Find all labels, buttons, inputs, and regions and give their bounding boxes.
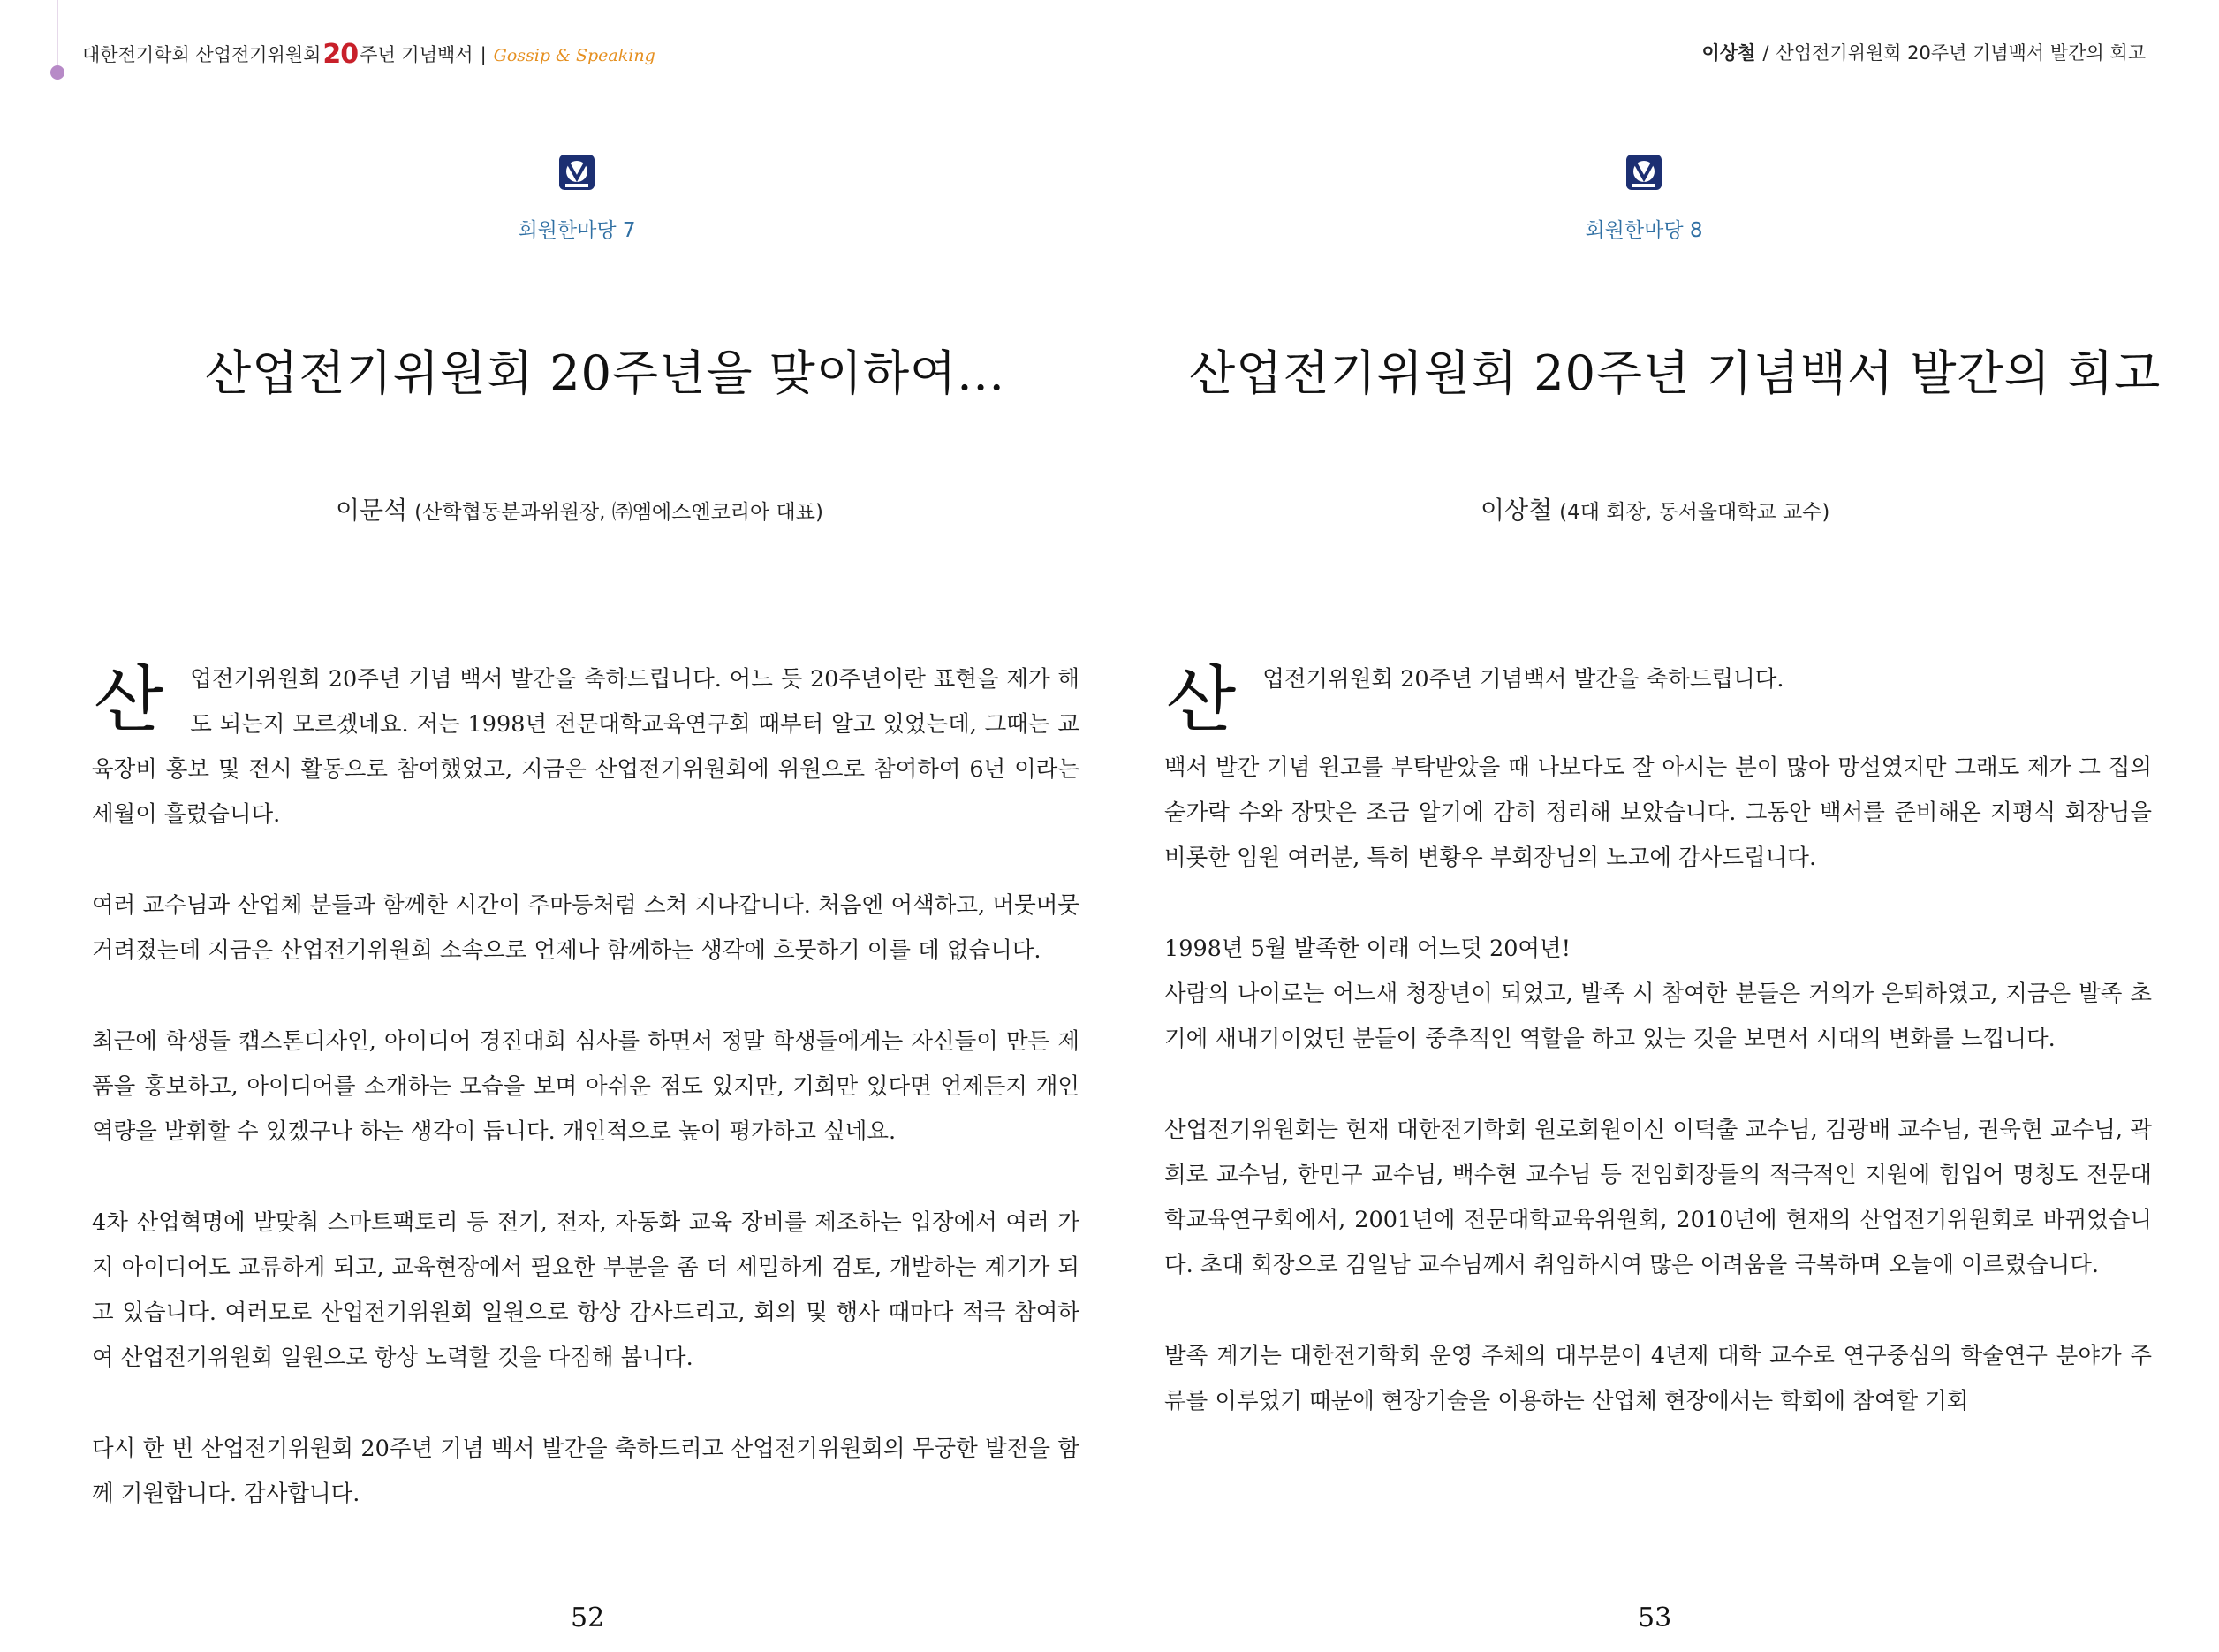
- author-affiliation: (산학협동분과위원장, ㈜엠에스엔코리아 대표): [414, 501, 823, 524]
- paragraph-text: 업전기위원회 20주년 기념백서 발간을 축하드립니다.: [1262, 666, 1784, 693]
- author-affiliation: (4대 회장, 동서울대학교 교수): [1559, 501, 1830, 524]
- paragraph: 여러 교수님과 산업체 분들과 함께한 시간이 주마등처럼 스쳐 지나갑니다. 처음엔 어색하고, 머뭇머뭇 거려졌는데 지금은 산업전기위원회 소속으로 언제나 함께하는 생각에 흐뭇하기 이를 데 없습니다.: [92, 892, 1079, 964]
- author-name: 이문석: [336, 496, 408, 525]
- byline: [1481, 491, 1829, 527]
- header-separator: /: [1762, 42, 1769, 64]
- margin-dot: [50, 65, 64, 80]
- byline: [336, 491, 823, 527]
- paragraph: 최근에 학생들 캡스톤디자인, 아이디어 경진대회 심사를 하면서 정말 학생들에게는 자신들이 만든 제품을 홍보하고, 아이디어를 소개하는 모습을 보며 아쉬운 점도 있지만, 기회만 있다면 언제든지 개인 역량을 발휘할 수 있겠구나 하는 생각이 듭니다. 개인적으로 높이 평가하고 싶네요.: [92, 1028, 1079, 1145]
- running-header: [1701, 39, 2146, 65]
- page-number: 53: [1638, 1603, 1672, 1633]
- header-separator: |: [480, 44, 487, 65]
- header-script-text: Gossip & Speaking: [493, 46, 655, 65]
- society-emblem-icon: [1624, 152, 1664, 193]
- paragraph: 4차 산업혁명에 발맞춰 스마트팩토리 등 전기, 전자, 자동화 교육 장비를 제조하는 입장에서 여러 가지 아이디어도 교류하게 되고, 교육현장에서 필요한 부분을 좀 더 세밀하게 검토, 개발하는 계기가 되고 있습니다. 여러모로 산업전기위원회 일원으로 항상 감사드리고, 회의 및 행사 때마다 적극 참여하여 산업전기위원회 일원으로 항상 노력할 것을 다짐해 봅니다.: [92, 1209, 1079, 1371]
- article-body: [1164, 657, 2152, 1470]
- section-label: 회원한마당 8: [1585, 219, 1703, 242]
- header-author: 이상철: [1701, 42, 1756, 64]
- header-text-post: 주년 기념백서: [360, 44, 473, 65]
- paragraph: 백서 발간 기념 원고를 부탁받았을 때 나보다도 잘 아시는 분이 많아 망설였지만 그래도 제가 그 집의 숟가락 수와 장맛은 조금 알기에 감히 정리해 보았습니다. 그동안 백서를 준비해온 지평식 회장님을 비롯한 임원 여러분, 특히 변황우 부회장님의 노고에 감사드립니다.: [1164, 754, 2152, 871]
- margin-line: [57, 0, 58, 65]
- article-title: 산업전기위원회 20주년을 맞이하여...: [205, 345, 1005, 401]
- drop-cap: 산: [1166, 658, 1237, 742]
- article-title: 산업전기위원회 20주년 기념백서 발간의 회고: [1189, 345, 2162, 401]
- header-title: 산업전기위원회 20주년 기념백서 발간의 회고: [1776, 42, 2146, 64]
- running-header: [82, 39, 655, 70]
- right-page: [1110, 0, 2219, 1652]
- page-number: 52: [571, 1603, 605, 1633]
- paragraph: [1164, 657, 2152, 746]
- paragraph: 다시 한 번 산업전기위원회 20주년 기념 백서 발간을 축하드리고 산업전기위원회의 무궁한 발전을 함께 기원합니다. 감사합니다.: [92, 1436, 1079, 1507]
- article-body: [92, 657, 1079, 1563]
- paragraph: 1998년 5월 발족한 이래 어느덧 20여년!: [1164, 936, 1571, 962]
- header-text: 대한전기학회 산업전기위원회: [82, 44, 322, 65]
- paragraph: 발족 계기는 대한전기학회 운영 주체의 대부분이 4년제 대학 교수로 연구중심의 학술연구 분야가 주류를 이루었기 때문에 현장기술을 이용하는 산업체 현장에서는 학회에 참여할 기회: [1164, 1343, 2152, 1414]
- drop-cap: 산: [94, 658, 164, 742]
- paragraph: 산업전기위원회는 현재 대한전기학회 원로회원이신 이덕출 교수님, 김광배 교수님, 권욱현 교수님, 곽희로 교수님, 한민구 교수님, 백수현 교수님 등 전임회장들의 적극적인 지원에 힘입어 명칭도 전문대학교육연구회에서, 2001년에 전문대학교육위원회, 2010년에 현재의 산업전기위원회로 바뀌었습니다. 초대 회장으로 김일남 교수님께서 취임하시여 많은 어려움을 극복하며 오늘에 이르렀습니다.: [1164, 1117, 2152, 1278]
- author-name: 이상철: [1481, 496, 1553, 525]
- section-label: 회원한마당 7: [518, 219, 636, 242]
- paragraph-text: 업전기위원회 20주년 기념 백서 발간을 축하드립니다. 어느 듯 20주년이란 표현을 제가 해도 되는지 모르겠네요. 저는 1998년 전문대학교육연구회 때부터 알고 있었는데, 그때는 교육장비 홍보 및 전시 활동으로 참여했었고, 지금은 산업전기위원회에 위원으로 참여하여 6년 이라는 세월이 흘렀습니다.: [92, 666, 1079, 828]
- header-number: 20: [322, 39, 359, 70]
- paragraph: [92, 657, 1079, 837]
- society-emblem-icon: [557, 152, 597, 193]
- paragraph: 사람의 나이로는 어느새 청장년이 되었고, 발족 시 참여한 분들은 거의가 은퇴하였고, 지금은 발족 초기에 새내기이었던 분들이 중추적인 역할을 하고 있는 것을 보면서 시대의 변화를 느낍니다.: [1164, 981, 2152, 1052]
